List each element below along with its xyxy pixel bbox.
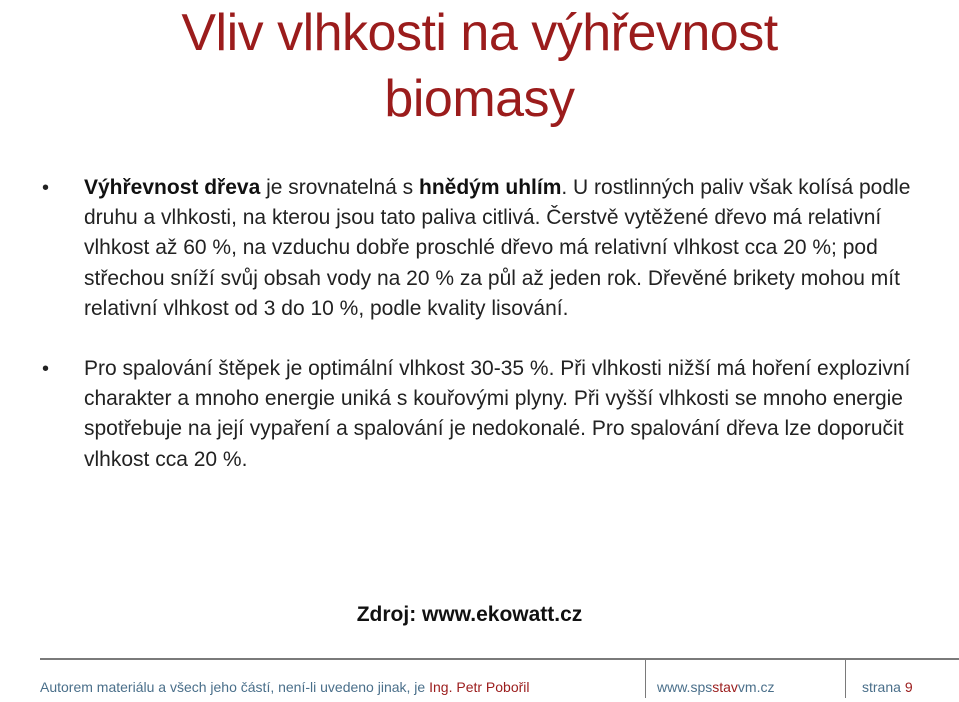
footer-author-name: Ing. Petr Pobořil [429,679,530,695]
bullet-dot-icon: • [42,358,50,381]
footer-website-part: vm.cz [737,679,775,695]
footer-divider-vertical [845,658,846,698]
footer-website-accent: stav [712,679,738,695]
slide-title-line-1: Vliv vlhkosti na výhřevnost [181,4,778,62]
footer-website-part: www.sps [657,679,713,695]
footer-page-number: 9 [904,679,913,695]
footer-author-prefix: Autorem materiálu a všech jeho částí, není-li uvedeno jinak, je [40,679,430,695]
slide-title-line-2: biomasy [384,70,575,128]
bullet-text: . U rostlinných paliv však kolísá podle druhu a vlhkosti, na kterou jsou tato paliva citlivá. Čerstvě vytěžené dřevo má relativní vlhkost až 60 %, na vzduchu dobře proschlé dřevo má relativní vlhkost cca 20 %; pod střechou sníží svůj obsah vody na 20 % za půl až jeden rok. Dřevěné brikety mohou mít relativní vlhkost od 3 do 10 %, podle kvality lisování. [84,176,911,320]
footer-page [862,679,913,695]
bullet-text: je srovnatelná s [260,176,420,199]
footer-divider [40,658,959,660]
footer-page-label: strana [862,679,905,695]
bullet-text: Pro spalování štěpek je optimální vlhkost 30-35 %. Při vlhkosti nižší má hoření explozivní charakter a mnoho energie uniká s kouřovými plyny. Při vyšší vlhkosti se mnoho energie spotřebuje na její vypaření a spalování je nedokonalé. Pro spalování dřeva lze doporučit vlhkost cca 20 %. [84,357,911,471]
bullet-text-bold: hnědým uhlím [419,176,562,199]
slide-title [0,0,959,132]
bullet-list [40,173,920,475]
footer-divider-vertical [645,658,646,698]
bullet-item [40,354,920,475]
bullet-item [40,173,920,324]
footer-website [657,679,774,695]
source-citation: Zdroj: www.ekowatt.cz [356,603,583,626]
bullet-dot-icon: • [42,177,50,199]
bullet-text-bold: Výhřevnost dřeva [84,176,261,199]
footer-author [40,679,530,695]
